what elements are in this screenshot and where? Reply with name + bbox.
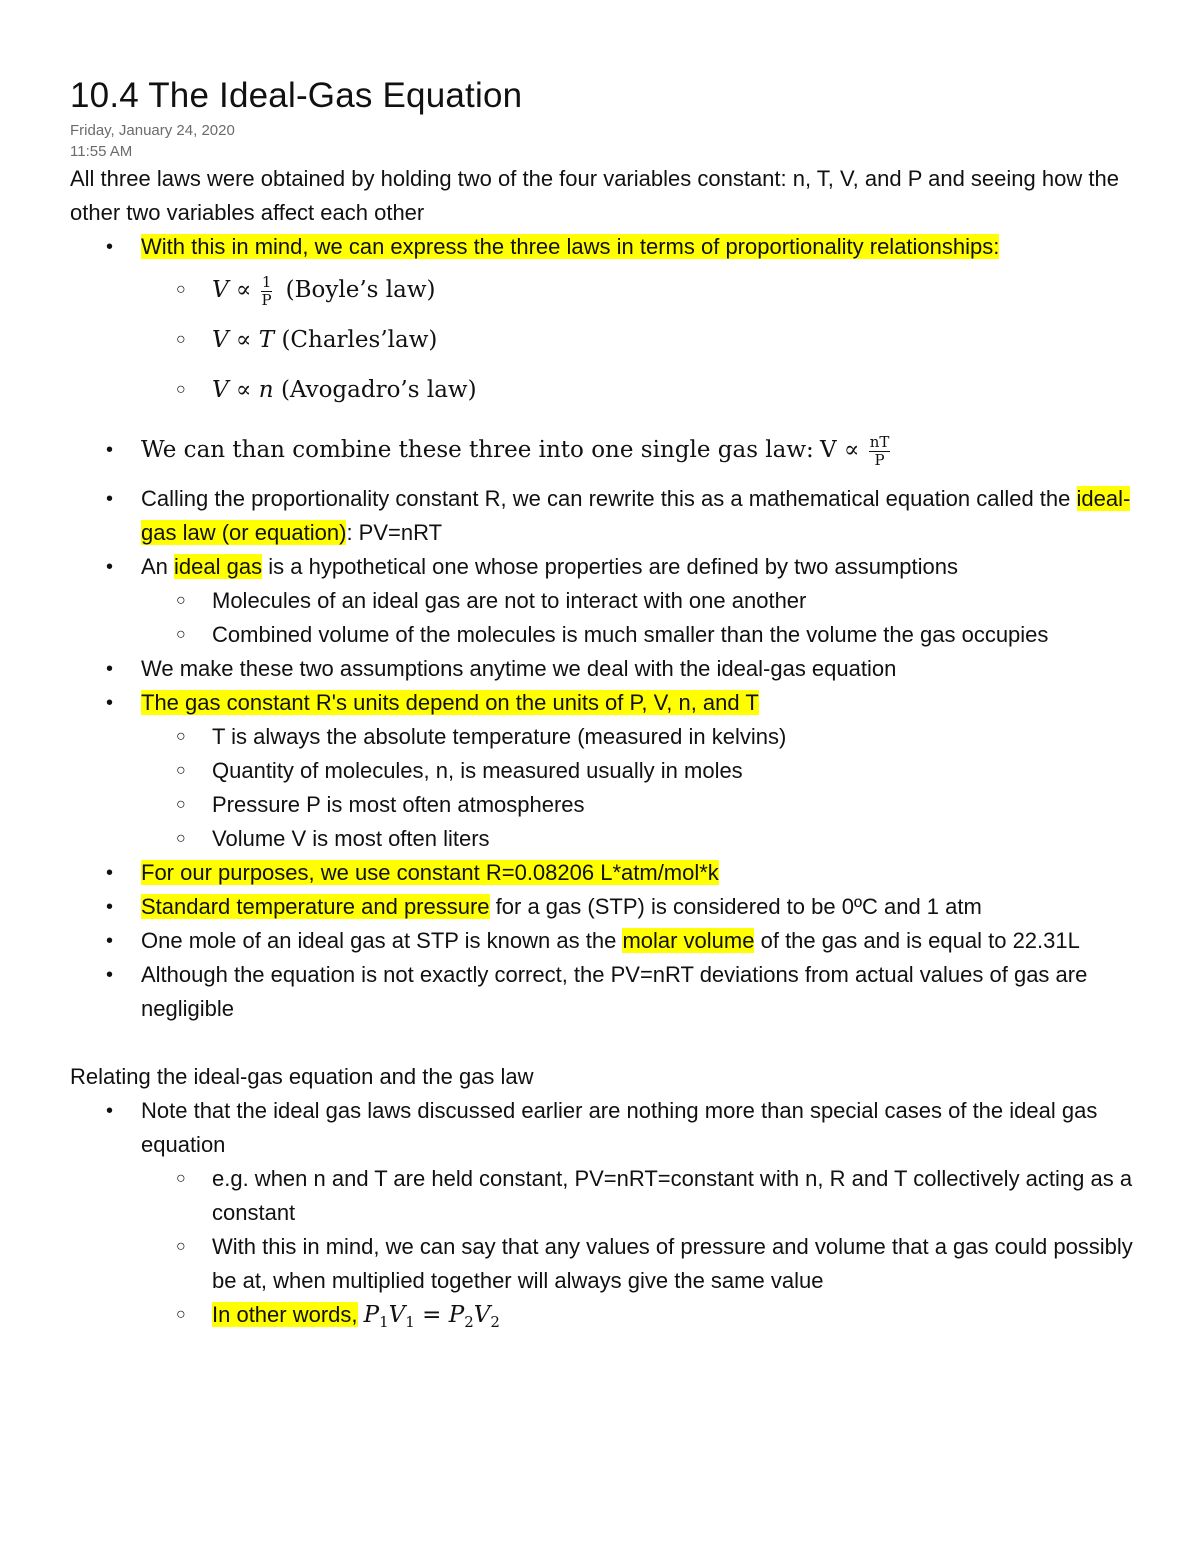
bullet-icon: • [106, 964, 114, 986]
boyle-lhs: V ∝ [212, 277, 252, 303]
bullet-icon: • [106, 488, 114, 510]
list-item-text: e.g. when n and T are held constant, PV=nRT=constant with n, R and T collectively acting as a constant [212, 1166, 1133, 1225]
fraction-denominator: P [874, 450, 885, 469]
main-bullet-list-4 [70, 856, 1140, 1026]
section2-sub-list [70, 1162, 1140, 1332]
fraction-numerator: nT [869, 432, 890, 451]
circle-bullet-icon: ○ [176, 728, 186, 745]
list-item-combine [70, 422, 1140, 478]
combine-text: We can than combine these three into one single gas law: [141, 437, 814, 463]
assumption-text: Combined volume of the molecules is much smaller than the volume the gas occupies [212, 622, 1049, 647]
list-item [70, 754, 1140, 788]
highlighted-text: Standard temperature and pressure [141, 894, 490, 919]
circle-bullet-icon: ○ [176, 626, 186, 643]
list-item-ideal-gas [70, 550, 1140, 584]
list-item [70, 924, 1140, 958]
highlighted-text: ideal gas [174, 554, 263, 579]
ideal-gas-text: An [141, 554, 168, 579]
list-item [70, 822, 1140, 856]
charles-lhs: V ∝ T [212, 327, 275, 353]
units-sub-list [70, 720, 1140, 856]
unit-text: Volume V is most often liters [212, 826, 490, 851]
section-heading: Relating the ideal-gas equation and the gas law [70, 1064, 534, 1089]
bullet-icon: • [106, 930, 114, 952]
stp-text: for a gas (STP) is considered to be 0ºC and 1 atm [495, 894, 982, 919]
list-item [70, 1162, 1140, 1230]
highlighted-text: molar volume [622, 928, 755, 953]
calling-equation: : PV=nRT [346, 520, 443, 545]
main-bullet-list-3 [70, 652, 1140, 720]
highlighted-text: ideal-gas law (or equation) [141, 486, 1131, 545]
list-item [70, 958, 1140, 1026]
list-item-boyle [70, 266, 1140, 314]
bullet-icon: • [106, 658, 114, 680]
list-item [70, 584, 1140, 618]
intro-paragraph: All three laws were obtained by holding two of the four variables constant: n, T, V, and P and seeing how the other two variables affect each other [70, 166, 1119, 225]
unit-text: T is always the absolute temperature (measured in kelvins) [212, 724, 787, 749]
main-bullet-list-2 [70, 422, 1140, 584]
list-item [70, 856, 1140, 890]
list-item-text: Note that the ideal gas laws discussed earlier are nothing more than special cases of the ideal gas equation [141, 1098, 1098, 1157]
section2-bullet-list [70, 1094, 1140, 1162]
list-item-text: Although the equation is not exactly correct, the PV=nRT deviations from actual values of gas are negligible [141, 962, 1088, 1021]
boyle-law-name: (Boyle’s law) [285, 277, 436, 303]
list-item-text: We make these two assumptions anytime we deal with the ideal-gas equation [141, 656, 897, 681]
list-item [70, 652, 1140, 686]
combined-equation [819, 432, 896, 469]
unit-text: Quantity of molecules, n, is measured usually in moles [212, 758, 743, 783]
bullet-icon: • [106, 862, 114, 884]
highlighted-text: The gas constant R's units depend on the units of P, V, n, and T [141, 690, 759, 715]
mole-text: One mole of an ideal gas at STP is known as the [141, 928, 617, 953]
circle-bullet-icon: ○ [176, 1170, 186, 1187]
fraction-denominator: P [261, 290, 272, 309]
mole-text-end: of the gas and is equal to 22.31L [760, 928, 1080, 953]
boyle-equation [212, 272, 436, 309]
bullet-icon: • [106, 896, 114, 918]
bullet-icon: • [106, 439, 114, 461]
list-item-avogadro [70, 366, 1140, 414]
list-item [70, 686, 1140, 720]
circle-bullet-icon: ○ [176, 381, 186, 398]
circle-bullet-icon: ○ [176, 1238, 186, 1255]
bullet-icon: • [106, 692, 114, 714]
avogadro-law-name: (Avogadro’s law) [280, 377, 477, 403]
list-item-charles [70, 314, 1140, 366]
list-item-text: With this in mind, we can say that any values of pressure and volume that a gas could possibly be at, when multiplied together will always give the same value [212, 1234, 1133, 1293]
bullet-icon: • [106, 236, 114, 258]
ideal-gas-definition: is a hypothetical one whose properties are defined by two assumptions [268, 554, 958, 579]
bullet-icon: • [106, 1100, 114, 1122]
list-item [70, 788, 1140, 822]
list-item [70, 618, 1140, 652]
circle-bullet-icon: ○ [176, 762, 186, 779]
circle-bullet-icon: ○ [176, 1306, 186, 1323]
list-item [70, 720, 1140, 754]
list-item [70, 890, 1140, 924]
main-bullet-list [70, 230, 1140, 264]
fraction-numerator: 1 [261, 272, 272, 291]
bullet-icon: • [106, 556, 114, 578]
law-sub-list [70, 266, 1140, 414]
circle-bullet-icon: ○ [176, 796, 186, 813]
note-page [70, 74, 1140, 1332]
unit-text: Pressure P is most often atmospheres [212, 792, 585, 817]
avogadro-equation [212, 377, 477, 403]
combine-lhs: V ∝ [819, 437, 860, 463]
circle-bullet-icon: ○ [176, 331, 186, 348]
assumption-text: Molecules of an ideal gas are not to interact with one another [212, 588, 807, 613]
calling-text: Calling the proportionality constant R, we can rewrite this as a mathematical equation called the [141, 486, 1071, 511]
list-item-calling [70, 482, 1140, 550]
combine-fraction [869, 434, 891, 469]
highlighted-text: With this in mind, we can express the three laws in terms of proportionality relationships: [141, 234, 1000, 259]
note-time: 11:55 AM [70, 143, 133, 160]
list-item [70, 1298, 1140, 1332]
p1v1-equation: $P_1V_1 = P_2V_2$ [363, 1302, 500, 1331]
list-item [70, 1094, 1140, 1162]
note-date: Friday, January 24, 2020 [70, 122, 235, 139]
circle-bullet-icon: ○ [176, 281, 186, 298]
avogadro-lhs: V ∝ n [212, 377, 274, 403]
list-item [70, 230, 1140, 264]
charles-equation [212, 327, 437, 353]
circle-bullet-icon: ○ [176, 592, 186, 609]
charles-law-name: (Charles’law) [281, 327, 438, 353]
boyle-fraction [261, 274, 273, 309]
highlighted-text: For our purposes, we use constant R=0.08206 L*atm/mol*k [141, 860, 719, 885]
page-title: 10.4 The Ideal-Gas Equation [70, 76, 523, 115]
circle-bullet-icon: ○ [176, 830, 186, 847]
highlighted-text: In other words, [212, 1302, 358, 1327]
list-item [70, 1230, 1140, 1298]
assumptions-sub-list [70, 584, 1140, 652]
